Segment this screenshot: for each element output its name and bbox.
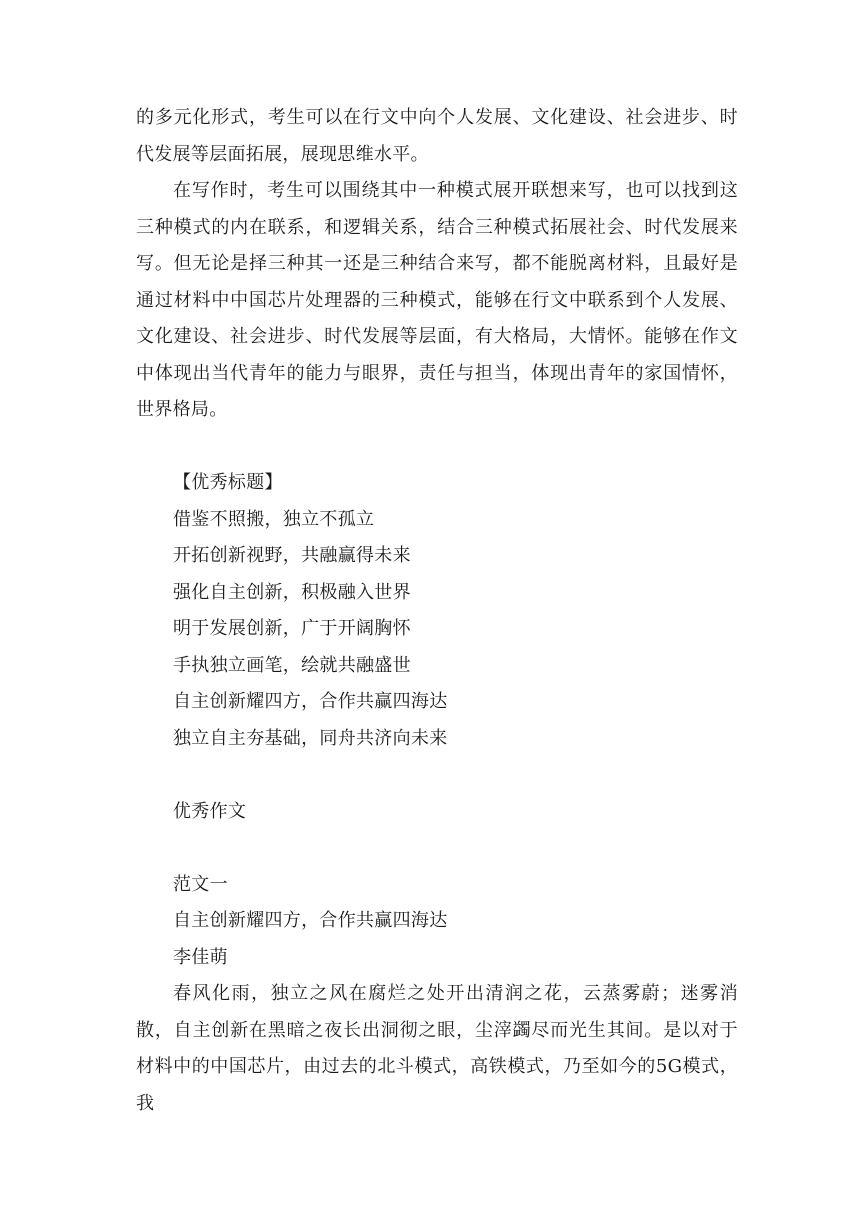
title-item: 开拓创新视野，共融赢得未来: [173, 545, 411, 566]
title-item: 手执独立画笔，绘就共融盛世: [173, 654, 411, 676]
paragraph-analysis-end: 的多元化形式，考生可以在行文中向个人发展、文化建设、社会进步、时代发展等层面拓展，展现思维水平。: [136, 107, 738, 165]
essay-label: 范文一: [173, 873, 228, 895]
spacer: [136, 830, 738, 867]
titles-heading: 【优秀标题】: [173, 472, 283, 493]
title-item: 强化自主创新，积极融入世界: [173, 581, 411, 603]
title-item: 借鉴不照搬，独立不孤立: [173, 508, 375, 530]
essay-title: 自主创新耀四方，合作共赢四海达: [173, 910, 448, 931]
paragraph-writing-advice: 在写作时，考生可以围绕其中一种模式展开联想来写，也可以找到这三种模式的内在联系，和逻辑关系，结合三种模式拓展社会、时代发展来写。但无论是择三种其一还是三种结合来写，都不能脱离材料，且最好是通过材料中中国芯片处理器的三种模式，能够在行文中联系到个人发展、文化建设、社会进步、时代发展等层面，有大格局，大情怀。能够在作文中体现出当代青年的能力与眼界，责任与担当，体现出青年的家国情怀，世界格局。: [136, 180, 738, 420]
essay-body: 春风化雨，独立之风在腐烂之处开出清润之花，云蒸雾蔚；迷雾消散，自主创新在黑暗之夜长出洞彻之眼，尘滓蠲尽而光生其间。是以对于材料中的中国芯片，由过去的北斗模式，高铁模式，乃至如今的5G模式，我: [136, 983, 738, 1114]
title-item: 自主创新耀四方，合作共赢四海达: [173, 691, 448, 712]
title-item: 明于发展创新，广于开阔胸怀: [173, 618, 411, 639]
spacer: [136, 429, 738, 466]
title-item: 独立自主夯基础，同舟共济向未来: [173, 727, 448, 749]
document-page: [136, 100, 738, 1122]
spacer: [136, 757, 738, 794]
essay-author: 李佳萌: [173, 946, 228, 968]
essays-heading: 优秀作文: [173, 800, 247, 822]
